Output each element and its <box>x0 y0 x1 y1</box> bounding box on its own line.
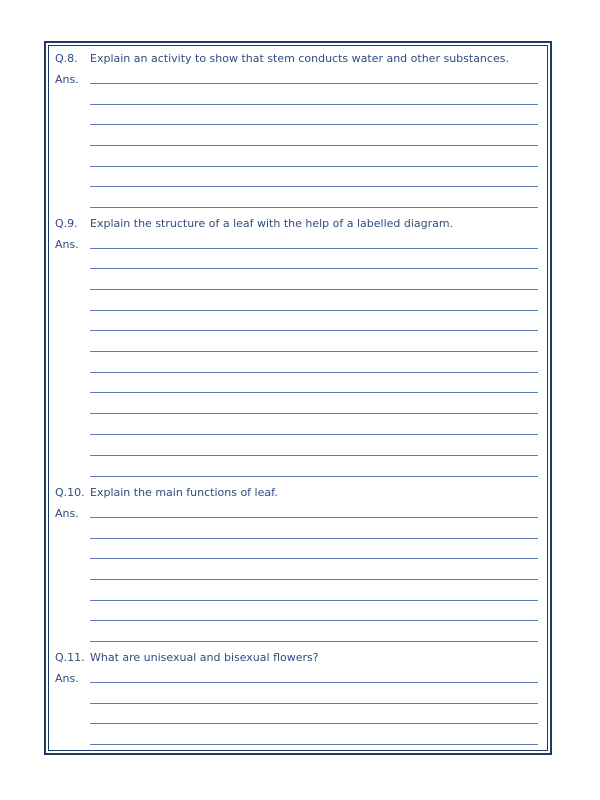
answer-line[interactable] <box>90 434 538 435</box>
answer-line[interactable] <box>90 558 538 559</box>
answer-line[interactable] <box>90 455 538 456</box>
question-number: Q.9. <box>55 217 78 230</box>
question-number: Q.11. <box>55 651 85 664</box>
answer-line[interactable] <box>90 248 538 249</box>
question-text: Explain the main functions of leaf. <box>90 486 278 499</box>
answer-line[interactable] <box>90 476 538 477</box>
answer-line[interactable] <box>90 330 538 331</box>
answer-line[interactable] <box>90 145 538 146</box>
question-text: Explain an activity to show that stem conducts water and other substances. <box>90 52 509 65</box>
answer-label: Ans. <box>55 672 79 685</box>
answer-line[interactable] <box>90 124 538 125</box>
answer-line[interactable] <box>90 579 538 580</box>
answer-line[interactable] <box>90 517 538 518</box>
question-text: Explain the structure of a leaf with the help of a labelled diagram. <box>90 217 454 230</box>
answer-line[interactable] <box>90 413 538 414</box>
answer-label: Ans. <box>55 507 79 520</box>
answer-line[interactable] <box>90 744 538 745</box>
answer-line[interactable] <box>90 372 538 373</box>
answer-line[interactable] <box>90 207 538 208</box>
answer-line[interactable] <box>90 703 538 704</box>
answer-line[interactable] <box>90 392 538 393</box>
answer-line[interactable] <box>90 289 538 290</box>
answer-label: Ans. <box>55 238 79 251</box>
answer-line[interactable] <box>90 83 538 84</box>
answer-line[interactable] <box>90 104 538 105</box>
answer-line[interactable] <box>90 351 538 352</box>
answer-line[interactable] <box>90 538 538 539</box>
answer-line[interactable] <box>90 600 538 601</box>
question-number: Q.10. <box>55 486 85 499</box>
worksheet-border-inner <box>48 45 548 751</box>
question-text: What are unisexual and bisexual flowers? <box>90 651 319 664</box>
answer-line[interactable] <box>90 723 538 724</box>
answer-line[interactable] <box>90 268 538 269</box>
answer-line[interactable] <box>90 620 538 621</box>
answer-line[interactable] <box>90 166 538 167</box>
answer-label: Ans. <box>55 73 79 86</box>
answer-line[interactable] <box>90 641 538 642</box>
answer-line[interactable] <box>90 682 538 683</box>
answer-line[interactable] <box>90 186 538 187</box>
answer-line[interactable] <box>90 310 538 311</box>
question-number: Q.8. <box>55 52 78 65</box>
